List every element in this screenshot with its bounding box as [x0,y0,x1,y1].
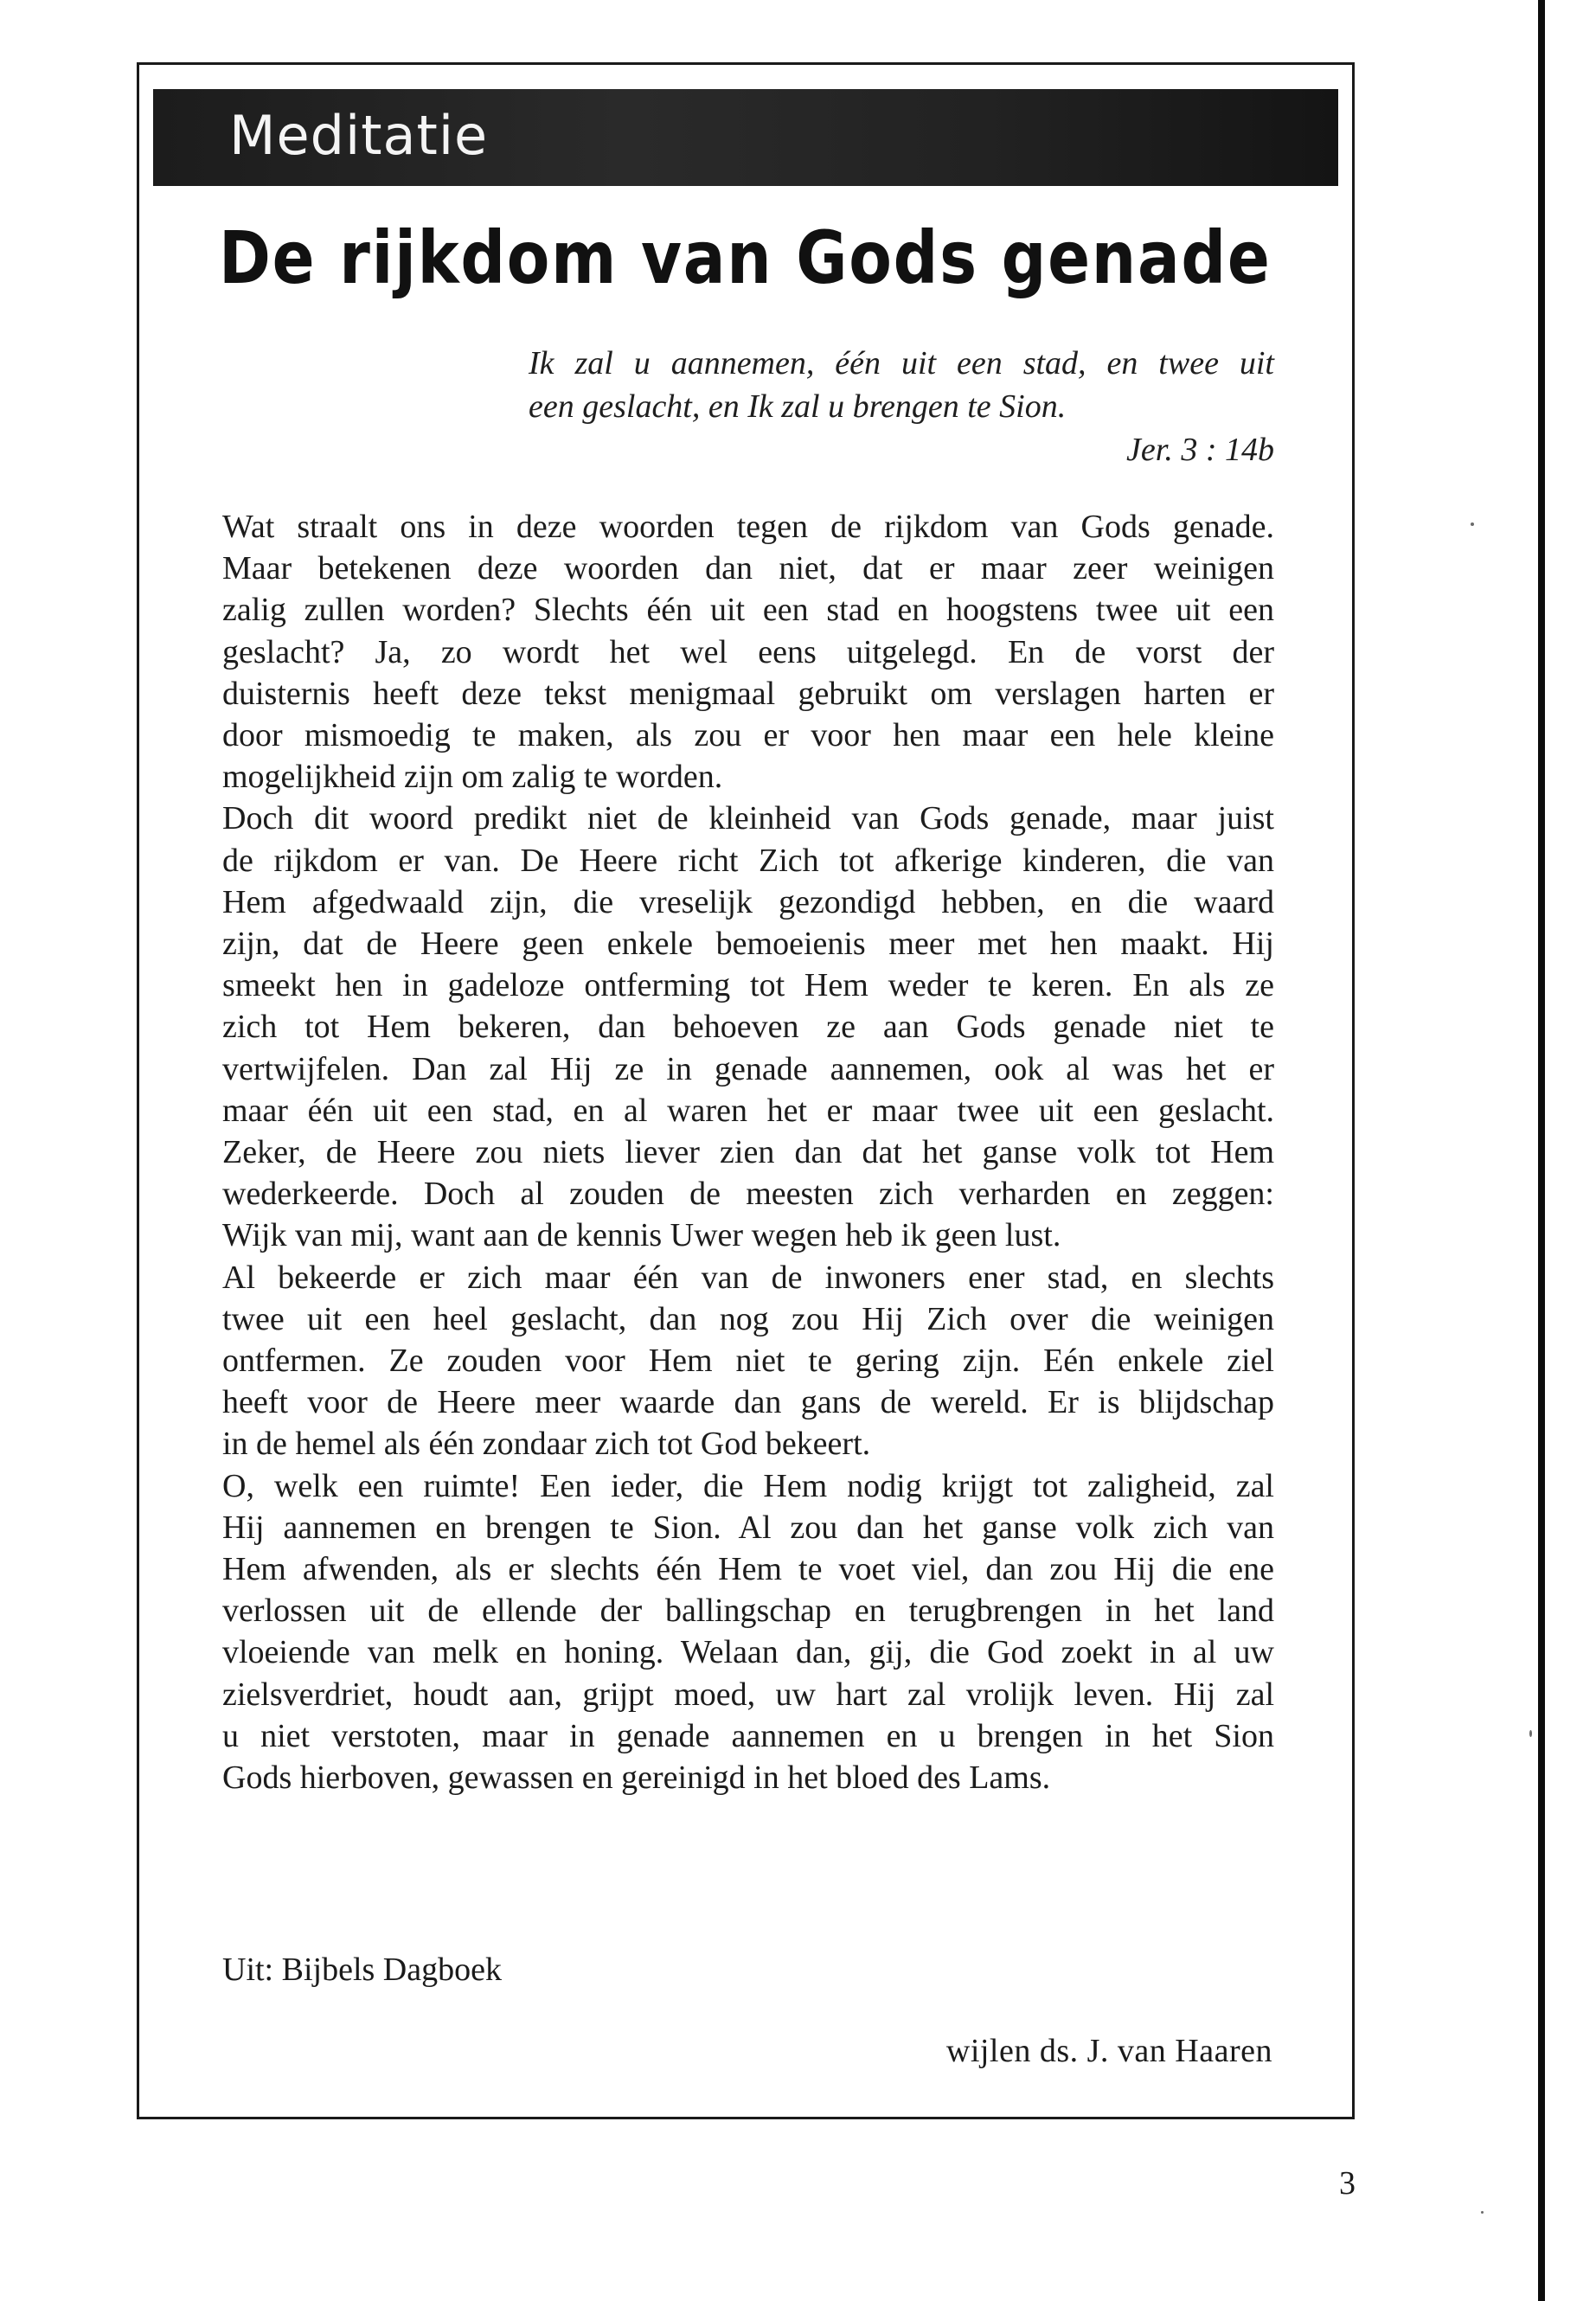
text-line: zielsverdriet, houdt aan, grijpt moed, uw hart zal vrolijk leven. Hij zal [222,1676,1274,1713]
text-line: ontfermen. Ze zouden voor Hem niet te gering zijn. Eén enkele ziel [222,1343,1274,1380]
paragraph [222,1257,1274,1465]
text-line: Wat straalt ons in deze woorden tegen de rijkdom van Gods genade. [222,509,1274,545]
author-signature: wijlen ds. J. van Haaren [945,2033,1272,2069]
bible-quote [529,342,1274,471]
text-line: twee uit een heel geslacht, dan nog zou Hij Zich over die weinigen [222,1300,1274,1337]
text-line: Al bekeerde er zich maar één van de inwoners ener stad, en slechts [222,1259,1274,1296]
text-line: Hij aannemen en brengen te Sion. Al zou dan het ganse volk zich van [222,1509,1274,1546]
text-line: Maar betekenen deze woorden dan niet, dat er maar zeer weinigen [222,550,1274,587]
text-line: O, welk een ruimte! Een ieder, die Hem nodig krijgt tot zaligheid, zal [222,1467,1274,1504]
text-line: u niet verstoten, maar in genade aannemen en u brengen in het Sion [222,1717,1274,1754]
text-line: door mismoedig te maken, als zou er voor hen maar een hele kleine [222,717,1274,754]
text-line: verlossen uit de ellende der ballingschap en terugbrengen in het land [222,1593,1274,1630]
section-banner [153,89,1338,186]
text-line: Doch dit woord predikt niet de kleinheid van Gods genade, maar juist [222,800,1274,837]
paragraph [222,798,1274,1256]
text-line: wederkeerde. Doch al zouden de meesten zich verharden en zeggen: [222,1176,1274,1213]
scan-speck [1529,1730,1532,1737]
article-title: De rijkdom van Gods genade [219,215,1272,300]
text-line: geslacht? Ja, zo wordt het wel eens uitgelegd. En de vorst der [222,633,1274,670]
text-line: vertwijfelen. Dan zal Hij ze in genade aannemen, ook al was het er [222,1050,1274,1087]
text-line: Hem afwenden, als er slechts één Hem te voet viel, dan zou Hij die ene [222,1551,1274,1588]
article-frame [137,62,1355,2119]
scan-speck [1471,522,1474,526]
quote-line: een geslacht, en Ik zal u brengen te Sion. [529,388,1067,425]
text-line: zijn, dat de Heere geen enkele bemoeienis meer met hen maakt. Hij [222,926,1274,963]
paragraph [222,1465,1274,1799]
text-line: Wijk van mij, want aan de kennis Uwer wegen heb ik geen lust. [222,1217,1061,1254]
text-line: zich tot Hem bekeren, dan behoeven ze aan Gods genade niet te [222,1009,1274,1046]
text-line: zalig zullen worden? Slechts één uit een stad en hoogstens twee uit een [222,592,1274,629]
scan-speck [1481,2211,1484,2214]
text-line: mogelijkheid zijn om zalig te worden. [222,759,723,796]
text-line: Gods hierboven, gewassen en gereinigd in het bloed des Lams. [222,1759,1051,1797]
text-line: in de hemel als één zondaar zich tot God bekeert. [222,1426,871,1463]
text-line: smeekt hen in gadeloze ontferming tot Hem weder te keren. En als ze [222,967,1274,1004]
page-edge [1538,0,1545,2301]
text-line: Hem afgedwaald zijn, die vreselijk gezondigd hebben, en die waard [222,883,1274,920]
text-line: maar één uit een stad, en al waren het er maar twee uit een geslacht. [222,1092,1274,1129]
article-body [222,506,1274,1798]
quote-reference: Jer. 3 : 14b [1126,432,1274,468]
quote-line: Ik zal u aannemen, één uit een stad, en twee uit [529,345,1274,381]
page-number: 3 [1339,2165,1356,2202]
text-line: duisternis heeft deze tekst menigmaal gebruikt om verslagen harten er [222,675,1274,712]
paragraph [222,506,1274,798]
text-line: de rijkdom er van. De Heere richt Zich tot afkerige kinderen, die van [222,842,1274,879]
section-label: Meditatie [229,104,489,167]
text-line: heeft voor de Heere meer waarde dan gans de wereld. Er is blijdschap [222,1384,1274,1421]
source-note: Uit: Bijbels Dagboek [222,1952,502,1988]
text-line: vloeiende van melk en honing. Welaan dan, gij, die God zoekt in al uw [222,1634,1274,1671]
text-line: Zeker, de Heere zou niets liever zien dan dat het ganse volk tot Hem [222,1134,1274,1171]
